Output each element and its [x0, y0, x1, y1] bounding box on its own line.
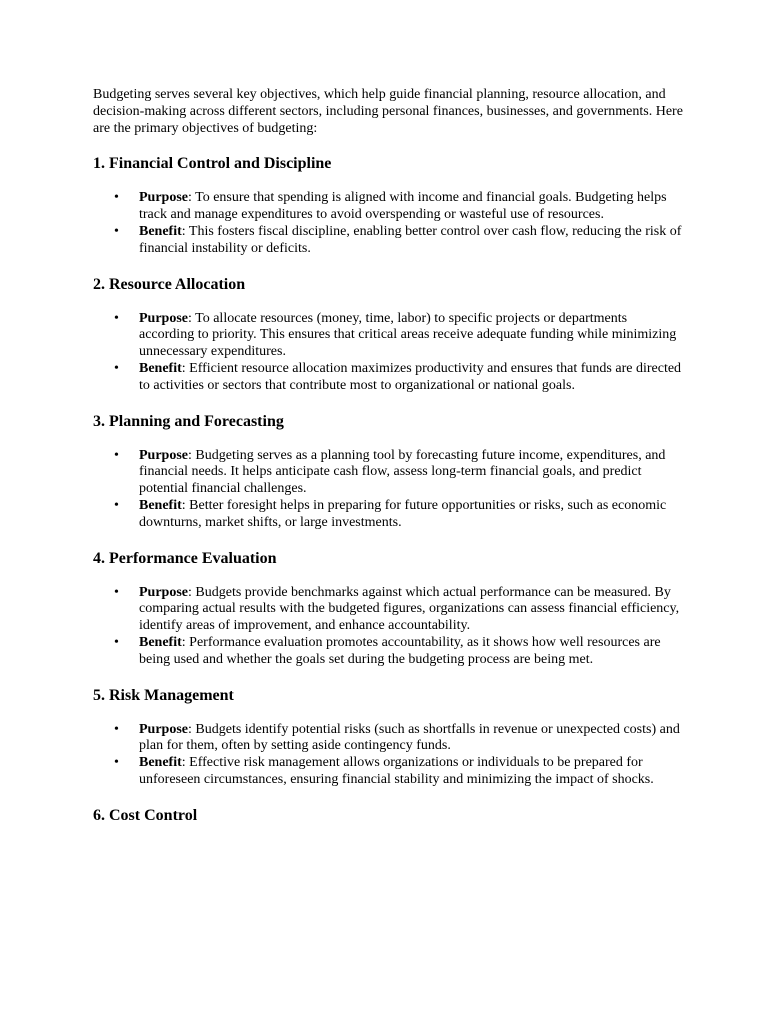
list-item: [93, 635, 683, 669]
list-item: [93, 585, 683, 635]
bullet-term: Benefit: [139, 755, 182, 771]
list-item: [93, 224, 683, 258]
bullet-text: : Budgeting serves as a planning tool by forecasting future income, expenditures, and financial needs. It helps anticipate cash flow, assess long-term financial goals, and predict potential financial challenges.: [139, 447, 666, 497]
list-item: [93, 311, 683, 361]
bullet-icon: •: [114, 584, 119, 600]
bullet-icon: •: [114, 721, 119, 737]
bullet-text: : Budgets provide benchmarks against which actual performance can be measured. By comparing actual results with the budgeted figures, organizations can assess financial efficiency, identify areas of improvement, and enhance accountability.: [139, 584, 680, 634]
bullet-text: : This fosters fiscal discipline, enabling better control over cash flow, reducing the risk of financial instability or deficits.: [139, 223, 682, 256]
bullet-term: Purpose: [139, 584, 188, 600]
section-heading-financial-control: 1. Financial Control and Discipline: [93, 155, 332, 173]
bullet-term: Purpose: [139, 721, 188, 737]
bullet-text: : To allocate resources (money, time, labor) to specific projects or departments according to priority. This ensures that critical areas receive adequate funding while minimizing unnecessary expenditures.: [139, 310, 677, 360]
bullet-list: [93, 585, 683, 669]
bullet-text: : Performance evaluation promotes accountability, as it shows how well resources are being used and whether the goals set during the budgeting process are being met.: [139, 634, 661, 667]
bullet-term: Purpose: [139, 447, 188, 463]
bullet-icon: •: [114, 223, 119, 239]
section-heading-planning-forecasting: 3. Planning and Forecasting: [93, 412, 284, 430]
section-heading-risk-management: 5. Risk Management: [93, 686, 234, 704]
list-item: [93, 722, 683, 756]
list-item: [93, 498, 683, 532]
bullet-term: Benefit: [139, 360, 182, 376]
bullet-icon: •: [114, 497, 119, 513]
section-heading-performance-evaluation: 4. Performance Evaluation: [93, 549, 277, 567]
bullet-icon: •: [114, 190, 119, 206]
intro-paragraph: Budgeting serves several key objectives, which help guide financial planning, resource allocation, and decision-making across different sectors, including personal finances, businesses, and governments. Here are the primary objectives of budgeting:: [93, 87, 683, 136]
bullet-text: : Better foresight helps in preparing for future opportunities or risks, such as economic downturns, market shifts, or large investments.: [139, 497, 667, 530]
bullet-text: : Budgets identify potential risks (such as shortfalls in revenue or unexpected costs) and plan for them, often by setting aside contingency funds.: [139, 721, 680, 754]
bullet-term: Benefit: [139, 634, 182, 650]
bullet-term: Benefit: [139, 497, 182, 513]
bullet-icon: •: [114, 634, 119, 650]
document-page: [93, 87, 683, 825]
list-item: [93, 448, 683, 498]
list-item: [93, 361, 683, 395]
bullet-list: [93, 190, 683, 257]
bullet-text: : To ensure that spending is aligned with income and financial goals. Budgeting helps track and manage expenditures to avoid overspending or wasteful use of resources.: [139, 190, 667, 223]
list-item: [93, 190, 683, 224]
bullet-term: Purpose: [139, 310, 188, 326]
bullet-icon: •: [114, 755, 119, 771]
section-heading-resource-allocation: 2. Resource Allocation: [93, 275, 246, 293]
bullet-text: : Effective risk management allows organizations or individuals to be prepared for unforeseen circumstances, ensuring financial stability and minimizing the impact of shocks.: [139, 755, 654, 787]
bullet-term: Benefit: [139, 223, 182, 239]
bullet-icon: •: [114, 447, 119, 463]
bullet-list: [93, 722, 683, 789]
bullet-icon: •: [114, 360, 119, 376]
bullet-list: [93, 448, 683, 532]
list-item: [93, 755, 683, 789]
bullet-list: [93, 311, 683, 395]
bullet-term: Purpose: [139, 190, 188, 206]
bullet-icon: •: [114, 310, 119, 326]
section-heading-cost-control: 6. Cost Control: [93, 806, 198, 824]
bullet-text: : Efficient resource allocation maximizes productivity and ensures that funds are directed to activities or sectors that contribute most to organizational or national goals.: [139, 360, 682, 393]
